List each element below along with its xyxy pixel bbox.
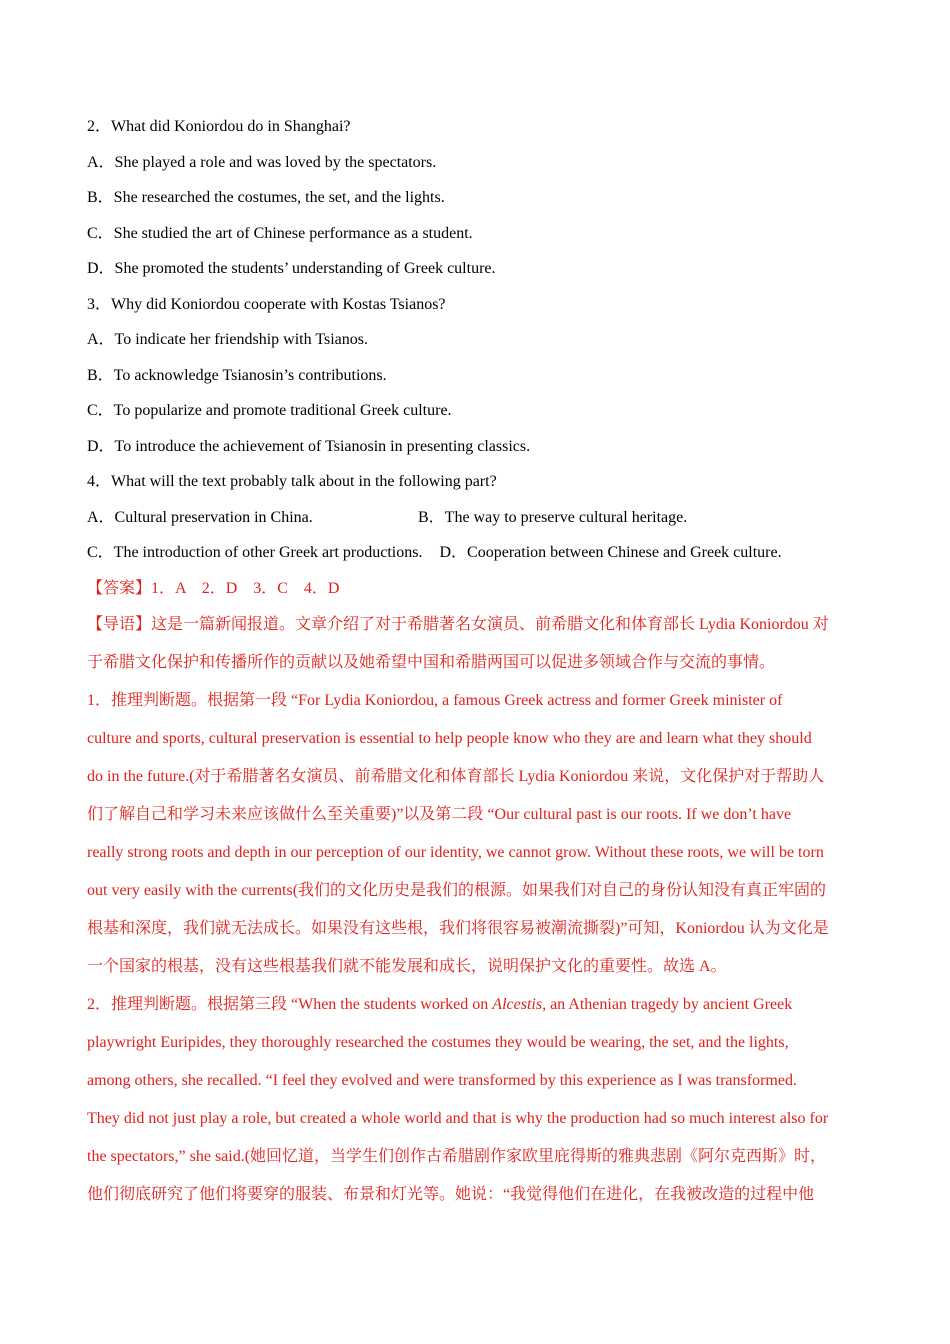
answer-text: 1．A 2．D 3．C 4．D <box>151 579 340 597</box>
question-2-option-c: C．She studied the art of Chinese performance as a student. <box>87 224 473 242</box>
explanation-1-line: do in the future.(对于希腊著名女演员、前希腊文化和体育部长 Lydia Koniordou 来说，文化保护对于帮助人 <box>87 768 825 785</box>
question-3-option-a: A．To indicate her friendship with Tsianos. <box>87 331 368 348</box>
explanation-1 <box>87 682 867 986</box>
question-2-option-d: D．She promoted the students’ understanding of Greek culture. <box>87 260 496 277</box>
explanation-1-line: out very easily with the currents(我们的文化历史是我们的根源。如果我们对自己的身份认知没有真正牢固的 <box>87 882 827 899</box>
question-4-options-row-1 <box>87 500 867 536</box>
explanation-2-line: among others, she recalled. “I feel they evolved and were transformed by this experience as I was transformed. <box>87 1072 797 1089</box>
explanation-2-line: They did not just play a role, but created a whole world and that is why the production had so much interest also for <box>87 1110 829 1127</box>
guide-paragraph <box>87 606 867 682</box>
question-4-option-d: D．Cooperation between Chinese and Greek culture. <box>439 544 782 561</box>
explanation-1-line: 一个国家的根基，没有这些根基我们就不能发展和成长，说明保护文化的重要性。故选 A。 <box>87 958 727 975</box>
question-3-option-d: D．To introduce the achievement of Tsianosin in presenting classics. <box>87 437 531 455</box>
answer-line <box>87 571 867 607</box>
guide-label: 【导语】 <box>87 616 152 633</box>
question-4-stem: 4．What will the text probably talk about in the following part? <box>87 473 497 490</box>
explanation-2-first-line <box>87 986 867 1024</box>
explanation-2-line: 他们彻底研究了他们将要穿的服装、布景和灯光等。她说：“我觉得他们在进化，在我被改造的过程中他 <box>87 1186 815 1203</box>
guide-line-1 <box>87 606 867 644</box>
question-2-option-a: A．She played a role and was loved by the spectators. <box>87 153 437 171</box>
question-3-option-c: C．To popularize and promote traditional Greek culture. <box>87 402 452 419</box>
explanation-2-line: playwright Euripides, they thoroughly researched the costumes they would be wearing, the set, and the lights, <box>87 1034 789 1051</box>
question-3-option-b: B．To acknowledge Tsianosin’s contributions. <box>87 366 387 384</box>
explanation-1-line: culture and sports, cultural preservation is essential to help people know who they are and learn what they should <box>87 730 812 747</box>
explanation-2-title-italic: Alcestis <box>492 996 543 1013</box>
guide-text-1: 这是一篇新闻报道。文章介绍了对于希腊著名女演员、前希腊文化和体育部长 Lydia Koniordou 对 <box>151 616 829 633</box>
guide-line-2: 于希腊文化保护和传播所作的贡献以及她希望中国和希腊两国可以促进多领域合作与交流的事情。 <box>87 654 776 671</box>
question-2-stem: 2．What did Koniordou do in Shanghai? <box>87 118 351 135</box>
explanation-1-line: 们了解自己和学习未来应该做什么至关重要)”以及第二段 “Our cultural past is our roots. If we don’t have <box>87 806 792 823</box>
explanation-2 <box>87 986 867 1214</box>
explanation-2-line: the spectators,” she said.(她回忆道，当学生们创作古希腊剧作家欧里庇得斯的雅典悲剧《阿尔克西斯》时， <box>87 1148 827 1165</box>
explanation-1-line: 1．推理判断题。根据第一段 “For Lydia Koniordou, a famous Greek actress and former Greek minister of <box>87 692 783 709</box>
answer-label: 【答案】 <box>87 579 152 597</box>
document-content <box>87 109 867 1214</box>
question-4-option-a: A．Cultural preservation in China. <box>87 508 313 526</box>
question-2-option-b: B．She researched the costumes, the set, and the lights. <box>87 189 445 206</box>
explanation-2-post: , an Athenian tragedy by ancient Greek <box>542 996 793 1013</box>
question-4-options-row-2 <box>87 535 867 571</box>
explanation-1-line: really strong roots and depth in our perception of our identity, we cannot grow. Without these roots, we will be torn <box>87 844 824 861</box>
question-4-option-b: B．The way to preserve cultural heritage. <box>418 508 688 526</box>
explanation-1-line: 根基和深度，我们就无法成长。如果没有这些根，我们将很容易被潮流撕裂)”可知，Koniordou 认为文化是 <box>87 920 829 937</box>
question-4-option-c: C．The introduction of other Greek art productions. <box>87 544 423 561</box>
question-3-stem: 3．Why did Koniordou cooperate with Kostas Tsianos? <box>87 295 446 313</box>
explanation-2-pre: 2．推理判断题。根据第三段 “When the students worked on <box>87 996 493 1013</box>
